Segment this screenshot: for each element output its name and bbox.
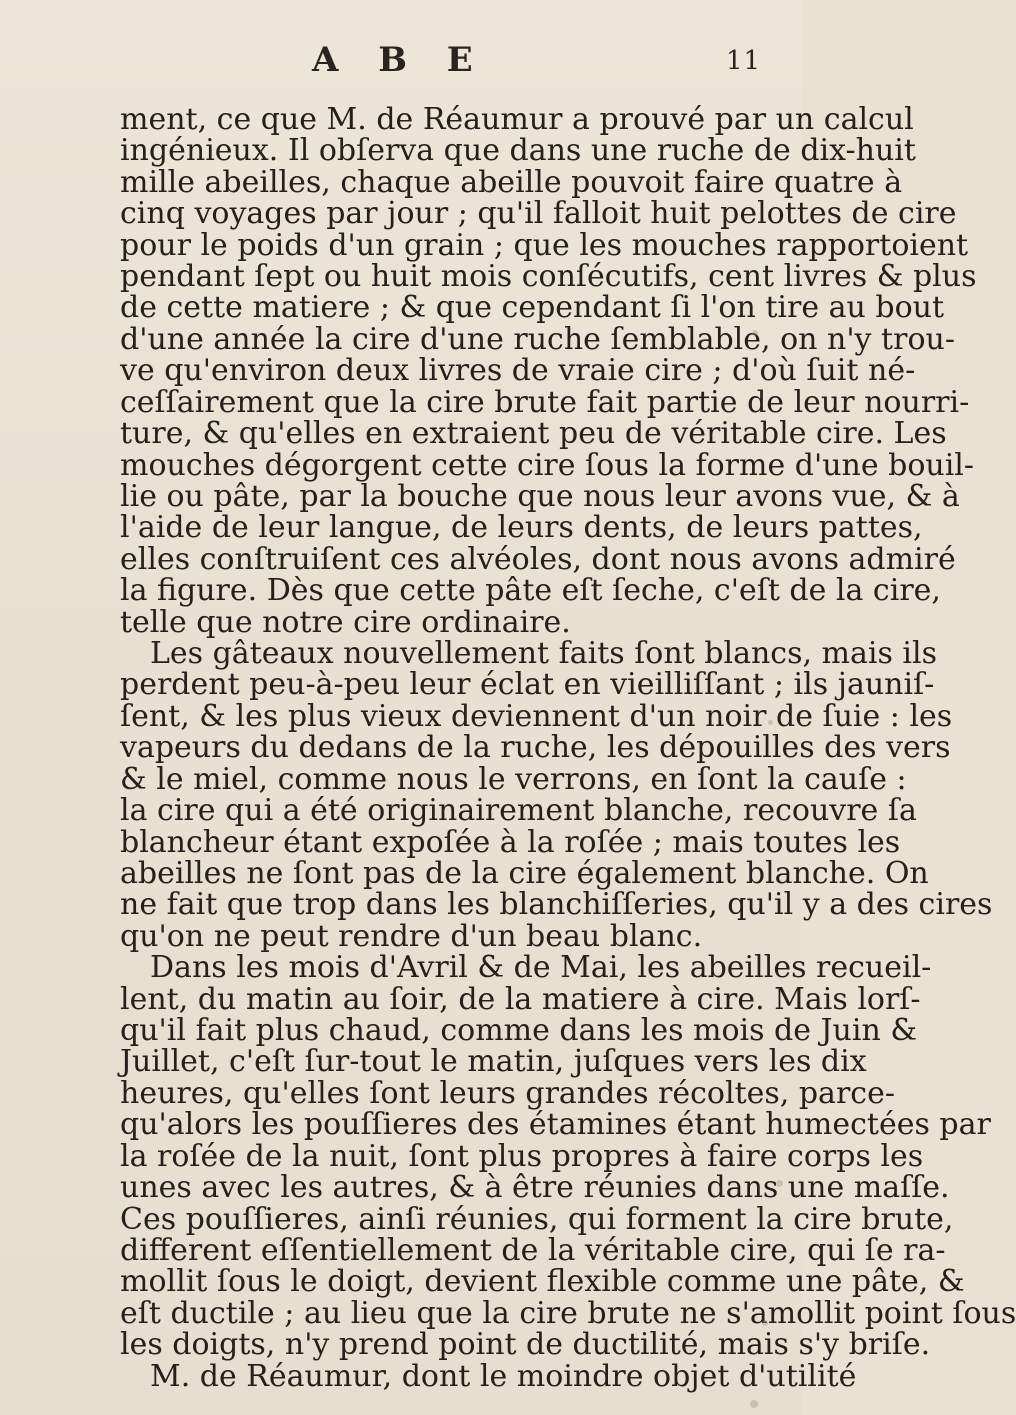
paper-speck	[768, 720, 773, 725]
text-line: ment, ce que M. de Réaumur a prouvé par un calcul	[120, 102, 914, 137]
text-line: vapeurs du dedans de la ruche, les dépouilles des vers	[120, 730, 951, 765]
paper-speck	[752, 330, 758, 336]
text-line: mouches dégorgent cette cire ſous la forme d'une bouil-	[120, 448, 975, 483]
text-line: cinq voyages par jour ; qu'il falloit huit pelottes de cire	[120, 196, 957, 231]
text-line: lie ou pâte, par la bouche que nous leur avons vue, & à	[120, 479, 960, 514]
text-line: Juillet, c'eſt ſur-tout le matin, juſques vers les dix	[120, 1044, 867, 1079]
text-line: qu'alors les pouſſieres des étamines étant humectées par	[120, 1107, 991, 1142]
paper-speck	[776, 1180, 783, 1187]
text-line: eſt ductile ; au lieu que la cire brute ne s'amollit point ſous	[120, 1296, 1016, 1331]
text-line: qu'on ne peut rendre d'un beau blanc.	[120, 919, 703, 954]
text-line: ſent, & les plus vieux deviennent d'un noir de ſuie : les	[120, 699, 953, 734]
text-line: telle que notre cire ordinaire.	[120, 605, 571, 640]
text-line: la roſée de la nuit, ſont plus propres à faire corps les	[120, 1139, 924, 1174]
paragraph-first-line: Les gâteaux nouvellement faits ſont blancs, mais ils	[150, 636, 938, 671]
text-line: les doigts, n'y prend point de ductilité, mais s'y briſe.	[120, 1327, 931, 1362]
text-line: & le miel, comme nous le verrons, en ſont la cauſe :	[120, 762, 907, 797]
text-line: pour le poids d'un grain ; que les mouches rapportoient	[120, 228, 969, 263]
text-line: ture, & qu'elles en extraient peu de véritable cire. Les	[120, 416, 947, 451]
text-line: ceſſairement que la cire brute fait partie de leur nourri-	[120, 385, 970, 420]
paper-speck	[750, 1400, 758, 1408]
text-line: pendant ſept ou huit mois conſécutifs, cent livres & plus	[120, 259, 977, 294]
text-line: unes avec les autres, & à être réunies dans une maſſe.	[120, 1170, 950, 1205]
running-head-title: A B E	[312, 40, 487, 80]
text-line: qu'il fait plus chaud, comme dans les mois de Juin &	[120, 1013, 918, 1048]
text-line: abeilles ne ſont pas de la cire également blanche. On	[120, 856, 929, 891]
text-line: lent, du matin au ſoir, de la matiere à cire. Mais lorſ-	[120, 982, 921, 1017]
text-line: de cette matiere ; & que cependant ſi l'on tire au bout	[120, 290, 945, 325]
text-line: l'aide de leur langue, de leurs dents, de leurs pattes,	[120, 510, 923, 545]
paragraph-first-line: M. de Réaumur, dont le moindre objet d'utilité	[150, 1359, 857, 1394]
running-head	[0, 40, 801, 84]
text-line: blancheur étant expoſée à la roſée ; mais toutes les	[120, 825, 901, 860]
text-line: Ces pouſſieres, ainſi réunies, qui forment la cire brute,	[120, 1202, 954, 1237]
text-line: elles conſtruiſent ces alvéoles, dont nous avons admiré	[120, 542, 956, 577]
text-line: d'une année la cire d'une ruche ſemblable, on n'y trou-	[120, 322, 955, 357]
text-line: different eſſentiellement de la véritable cire, qui ſe ra-	[120, 1233, 946, 1268]
text-line: ingénieux. Il obſerva que dans une ruche de dix-huit	[120, 133, 916, 168]
page-number: 11	[726, 46, 762, 76]
text-line: heures, qu'elles ſont leurs grandes récoltes, parce-	[120, 1076, 895, 1111]
text-line: mollit ſous le doigt, devient flexible comme une pâte, &	[120, 1264, 965, 1299]
text-line: la cire qui a été originairement blanche, recouvre ſa	[120, 793, 917, 828]
text-line: mille abeilles, chaque abeille pouvoit faire quatre à	[120, 165, 903, 200]
paper-speck	[762, 1320, 768, 1326]
text-line: ve qu'environ deux livres de vraie cire ; d'où ſuit né-	[120, 353, 916, 388]
text-line: perdent peu-à-peu leur éclat en vieilliſſant ; ils jauniſ-	[120, 667, 935, 702]
text-line: ne fait que trop dans les blanchiſſeries, qu'il y a des cires	[120, 887, 993, 922]
paragraph-first-line: Dans les mois d'Avril & de Mai, les abeilles recueil-	[150, 950, 932, 985]
text-line: la figure. Dès que cette pâte eſt ſeche, c'eſt de la cire,	[120, 573, 941, 608]
